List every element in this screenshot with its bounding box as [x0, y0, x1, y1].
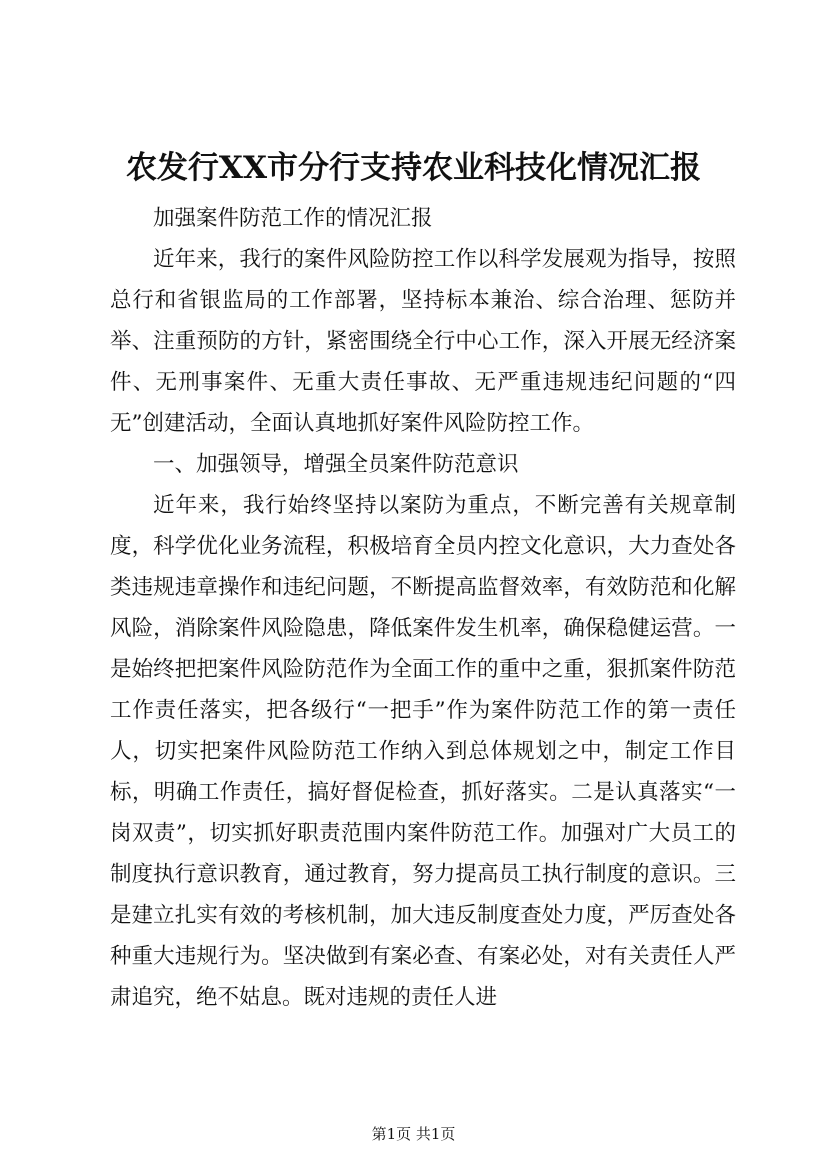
document-body: [110, 198, 736, 1018]
page-footer: 第1页 共1页: [371, 1125, 456, 1143]
paragraph-section-body: 近年来，我行始终坚持以案防为重点，不断完善有关规章制度，科学优化业务流程，积极培育全员内控文化意识，大力查处各类违规违章操作和违纪问题，不断提高监督效率，有效防范和化解风险，消除案件风险隐患，降低案件发生机率，确保稳健运营。一是始终把把案件风险防范作为全面工作的重中之重，狠抓案件防范工作责任落实，把各级行“一把手”作为案件防范工作的第一责任人，切实把案件风险防范工作纳入到总体规划之中，制定工作目标，明确工作责任，搞好督促检查，抓好落实。二是认真落实“一岗双责”，切实抓好职责范围内案件防范工作。加强对广大员工的制度执行意识教育，通过教育，努力提高员工执行制度的意识。三是建立扎实有效的考核机制，加大违反制度查处力度，严厉查处各种重大违规行为。坚决做到有案必查、有案必处，对有关责任人严肃追究，绝不姑息。既对违规的责任人进: [110, 493, 736, 1010]
section-heading: 一、加强领导，增强全员案件防范意识: [153, 452, 519, 477]
paragraph-intro: 近年来，我行的案件风险防控工作以科学发展观为指导，按照总行和省银监局的工作部署，坚持标本兼治、综合治理、惩防并举、注重预防的方针，紧密围绕全行中心工作，深入开展无经济案件、无刑事案件、无重大责任事故、无严重违规违纪问题的“四无”创建活动，全面认真地抓好案件风险防控工作。: [110, 247, 736, 436]
paragraph-subtitle: 加强案件防范工作的情况汇报: [153, 206, 433, 231]
document-title: 农发行XX市分行支持农业科技化情况汇报: [125, 150, 702, 186]
